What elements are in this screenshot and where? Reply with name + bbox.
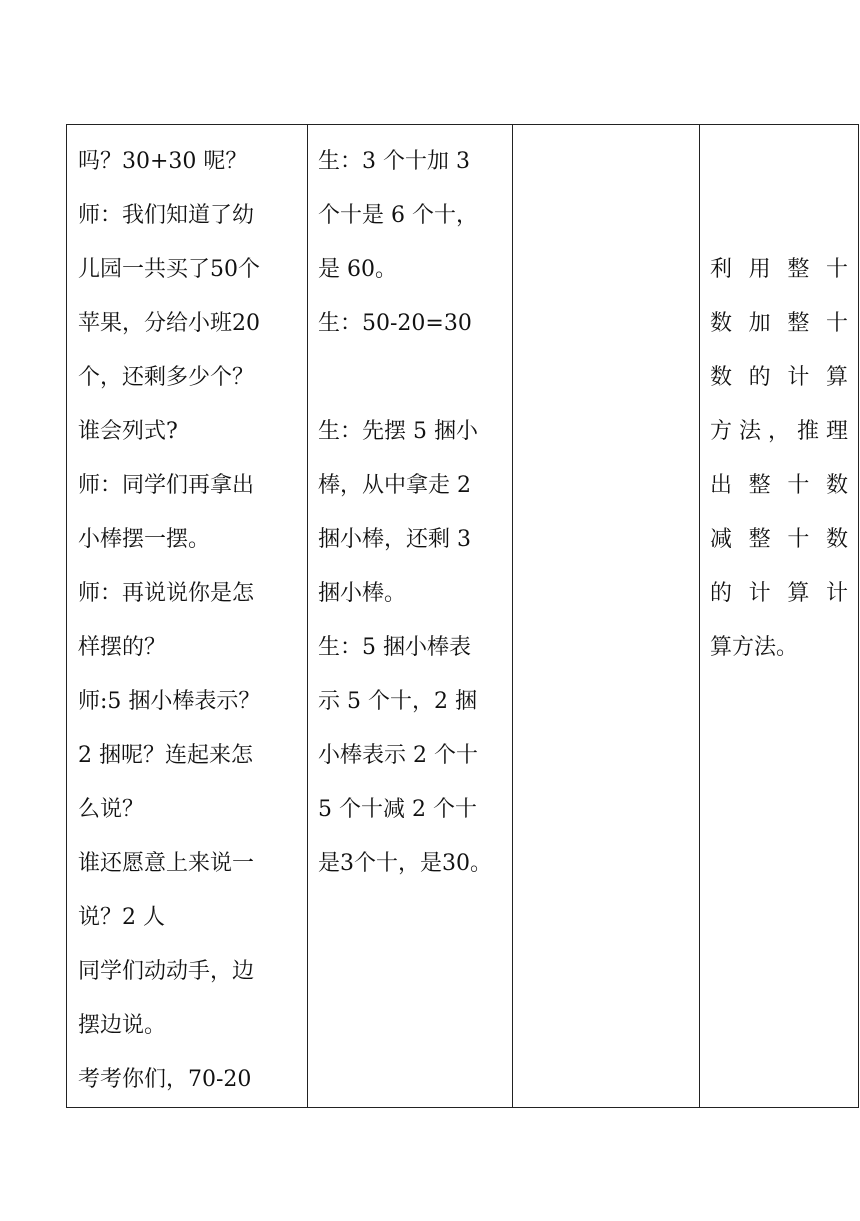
text-line: 5 个十减 2 个十 — [318, 797, 477, 822]
text-line: 考考你们，70-20 — [78, 1067, 252, 1092]
text-line: 数加整十 — [710, 311, 848, 336]
text-line: 减整十数 — [710, 527, 848, 552]
text-line: 说？2 人 — [78, 905, 165, 930]
text-line: 师：再说说你是怎 — [78, 581, 255, 606]
design-intent-cell — [700, 125, 859, 1108]
text-line: 利用整十 — [710, 257, 848, 282]
text-line: 示 5 个十，2 捆 — [318, 689, 477, 714]
text-line: 个，还剩多少个？ — [78, 365, 255, 390]
table-row — [67, 125, 859, 1108]
text-line: 同学们动动手，边 — [78, 959, 255, 984]
text-line: 吗？30+30 呢？ — [78, 149, 248, 174]
text-line: 生：5 捆小棒表 — [318, 635, 471, 660]
text-line: 谁会列式? — [78, 419, 178, 444]
student-activity-cell — [308, 125, 513, 1108]
text-line: 师：同学们再拿出 — [78, 473, 255, 498]
blank-line — [318, 351, 504, 405]
text-line: 生：3 个十加 3 — [318, 149, 470, 174]
text-line: 样摆的？ — [78, 635, 167, 660]
text-line: 出整十数 — [710, 473, 848, 498]
text-line: 师：我们知道了幼 — [78, 203, 255, 228]
text-line: 是3个十，是30。 — [318, 851, 492, 876]
text-line: 苹果，分给小班20 — [78, 311, 260, 336]
teacher-activity-cell — [67, 125, 308, 1108]
text-line: 个十是 6 个十， — [318, 203, 478, 228]
text-line: 方法，推理 — [710, 419, 848, 444]
text-line: 捆小棒。 — [318, 581, 407, 606]
text-line: 小棒摆一摆。 — [78, 527, 211, 552]
text-line: 是 60。 — [318, 257, 397, 282]
text-line: 2 捆呢？连起来怎 — [78, 743, 253, 768]
empty-cell — [513, 125, 700, 1108]
text-line: 棒，从中拿走 2 — [318, 473, 471, 498]
lesson-table — [66, 124, 859, 1108]
text-line: 谁还愿意上来说一 — [78, 851, 255, 876]
text-line: 数的计算 — [710, 365, 848, 390]
text-line: 的计算计 — [710, 581, 848, 606]
text-line: 生：50-20=30 — [318, 311, 472, 336]
text-line: 捆小棒，还剩 3 — [318, 527, 471, 552]
text-line: 摆边说。 — [78, 1013, 167, 1038]
text-line: 生：先摆 5 捆小 — [318, 419, 478, 444]
text-line: 小棒表示 2 个十 — [318, 743, 478, 768]
text-line: 么说？ — [78, 797, 145, 822]
text-line: 师:5 捆小棒表示？ — [78, 689, 261, 714]
text-line: 算方法。 — [710, 635, 799, 660]
text-line: 儿园一共买了50个 — [78, 257, 260, 282]
